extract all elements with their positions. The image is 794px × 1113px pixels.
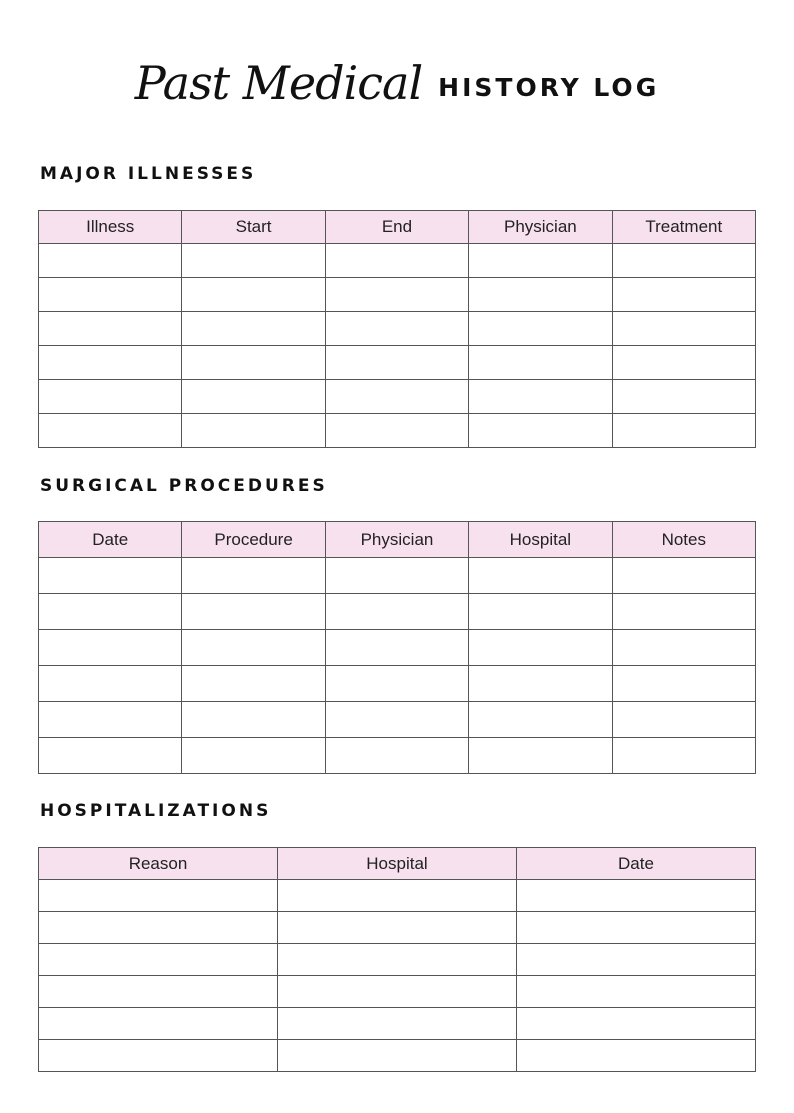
blank-entry-cell[interactable] (182, 312, 325, 346)
table-row (39, 976, 756, 1008)
blank-entry-cell[interactable] (182, 244, 325, 278)
blank-entry-cell[interactable] (517, 1040, 756, 1072)
blank-entry-cell[interactable] (325, 594, 468, 630)
blank-entry-cell[interactable] (517, 944, 756, 976)
table-header-row (39, 848, 756, 880)
blank-entry-cell[interactable] (612, 414, 755, 448)
table-row (39, 702, 756, 738)
blank-entry-cell[interactable] (278, 1008, 517, 1040)
blank-entry-cell[interactable] (39, 976, 278, 1008)
table-header-row (39, 211, 756, 244)
blank-entry-cell[interactable] (469, 594, 612, 630)
section-heading-hospitalizations: HOSPITALIZATIONS (40, 801, 272, 821)
table-row (39, 594, 756, 630)
blank-entry-cell[interactable] (469, 346, 612, 380)
blank-entry-cell[interactable] (278, 912, 517, 944)
blank-entry-cell[interactable] (325, 380, 468, 414)
blank-entry-cell[interactable] (612, 594, 755, 630)
major-illnesses-table (38, 210, 756, 448)
blank-entry-cell[interactable] (39, 380, 182, 414)
blank-entry-cell[interactable] (39, 278, 182, 312)
section-heading-surgical-procedures: SURGICAL PROCEDURES (40, 476, 328, 496)
column-header-hospital: Hospital (278, 848, 517, 880)
table-row (39, 738, 756, 774)
blank-entry-cell[interactable] (469, 414, 612, 448)
blank-entry-cell[interactable] (469, 312, 612, 346)
blank-entry-cell[interactable] (39, 702, 182, 738)
column-header-treatment: Treatment (612, 211, 755, 244)
column-header-start: Start (182, 211, 325, 244)
blank-entry-cell[interactable] (469, 244, 612, 278)
blank-entry-cell[interactable] (325, 414, 468, 448)
table-body (39, 880, 756, 1072)
blank-entry-cell[interactable] (182, 346, 325, 380)
blank-entry-cell[interactable] (612, 738, 755, 774)
blank-entry-cell[interactable] (39, 1008, 278, 1040)
table-row (39, 912, 756, 944)
table-row (39, 944, 756, 976)
blank-entry-cell[interactable] (469, 558, 612, 594)
blank-entry-cell[interactable] (278, 944, 517, 976)
blank-entry-cell[interactable] (469, 380, 612, 414)
table-header-row (39, 522, 756, 558)
table-row (39, 244, 756, 278)
blank-entry-cell[interactable] (325, 666, 468, 702)
blank-entry-cell[interactable] (182, 666, 325, 702)
blank-entry-cell[interactable] (39, 912, 278, 944)
blank-entry-cell[interactable] (325, 738, 468, 774)
blank-entry-cell[interactable] (469, 702, 612, 738)
table-row (39, 278, 756, 312)
table-row (39, 380, 756, 414)
table-row (39, 1008, 756, 1040)
blank-entry-cell[interactable] (325, 630, 468, 666)
column-header-end: End (325, 211, 468, 244)
blank-entry-cell[interactable] (39, 312, 182, 346)
blank-entry-cell[interactable] (39, 346, 182, 380)
table-row (39, 414, 756, 448)
table-body (39, 558, 756, 774)
blank-entry-cell[interactable] (182, 558, 325, 594)
column-header-notes: Notes (612, 522, 755, 558)
blank-entry-cell[interactable] (39, 880, 278, 912)
blank-entry-cell[interactable] (469, 738, 612, 774)
blank-entry-cell[interactable] (39, 558, 182, 594)
section-heading-major-illnesses: MAJOR ILLNESSES (40, 164, 257, 184)
blank-entry-cell[interactable] (39, 738, 182, 774)
table-body (39, 244, 756, 448)
blank-entry-cell[interactable] (325, 244, 468, 278)
blank-entry-cell[interactable] (612, 312, 755, 346)
blank-entry-cell[interactable] (517, 912, 756, 944)
blank-entry-cell[interactable] (517, 880, 756, 912)
table-row (39, 558, 756, 594)
blank-entry-cell[interactable] (325, 312, 468, 346)
blank-entry-cell[interactable] (182, 380, 325, 414)
blank-entry-cell[interactable] (612, 278, 755, 312)
table-row (39, 346, 756, 380)
blank-entry-cell[interactable] (39, 414, 182, 448)
blank-entry-cell[interactable] (39, 1040, 278, 1072)
blank-entry-cell[interactable] (182, 630, 325, 666)
column-header-reason: Reason (39, 848, 278, 880)
title-script-text: Past Medical (134, 56, 423, 110)
blank-entry-cell[interactable] (182, 414, 325, 448)
blank-entry-cell[interactable] (469, 630, 612, 666)
page-title (0, 48, 794, 118)
blank-entry-cell[interactable] (39, 944, 278, 976)
blank-entry-cell[interactable] (278, 880, 517, 912)
column-header-date: Date (517, 848, 756, 880)
blank-entry-cell[interactable] (325, 702, 468, 738)
table-row (39, 630, 756, 666)
surgical-procedures-table (38, 521, 756, 774)
blank-entry-cell[interactable] (182, 702, 325, 738)
blank-entry-cell[interactable] (182, 278, 325, 312)
blank-entry-cell[interactable] (325, 346, 468, 380)
blank-entry-cell[interactable] (39, 666, 182, 702)
column-header-hospital: Hospital (469, 522, 612, 558)
title-bold-text: HISTORY LOG (438, 72, 660, 102)
blank-entry-cell[interactable] (39, 244, 182, 278)
column-header-physician: Physician (325, 522, 468, 558)
blank-entry-cell[interactable] (182, 594, 325, 630)
blank-entry-cell[interactable] (612, 666, 755, 702)
blank-entry-cell[interactable] (182, 738, 325, 774)
column-header-illness: Illness (39, 211, 182, 244)
blank-entry-cell[interactable] (517, 976, 756, 1008)
blank-entry-cell[interactable] (325, 278, 468, 312)
table-row (39, 1040, 756, 1072)
table-row (39, 312, 756, 346)
table-row (39, 880, 756, 912)
blank-entry-cell[interactable] (517, 1008, 756, 1040)
column-header-physician: Physician (469, 211, 612, 244)
column-header-procedure: Procedure (182, 522, 325, 558)
hospitalizations-table (38, 847, 756, 1072)
blank-entry-cell[interactable] (612, 346, 755, 380)
blank-entry-cell[interactable] (278, 1040, 517, 1072)
blank-entry-cell[interactable] (469, 278, 612, 312)
blank-entry-cell[interactable] (612, 558, 755, 594)
blank-entry-cell[interactable] (469, 666, 612, 702)
blank-entry-cell[interactable] (612, 630, 755, 666)
blank-entry-cell[interactable] (612, 380, 755, 414)
blank-entry-cell[interactable] (278, 976, 517, 1008)
blank-entry-cell[interactable] (39, 630, 182, 666)
column-header-date: Date (39, 522, 182, 558)
blank-entry-cell[interactable] (39, 594, 182, 630)
blank-entry-cell[interactable] (612, 244, 755, 278)
blank-entry-cell[interactable] (325, 558, 468, 594)
table-row (39, 666, 756, 702)
blank-entry-cell[interactable] (612, 702, 755, 738)
